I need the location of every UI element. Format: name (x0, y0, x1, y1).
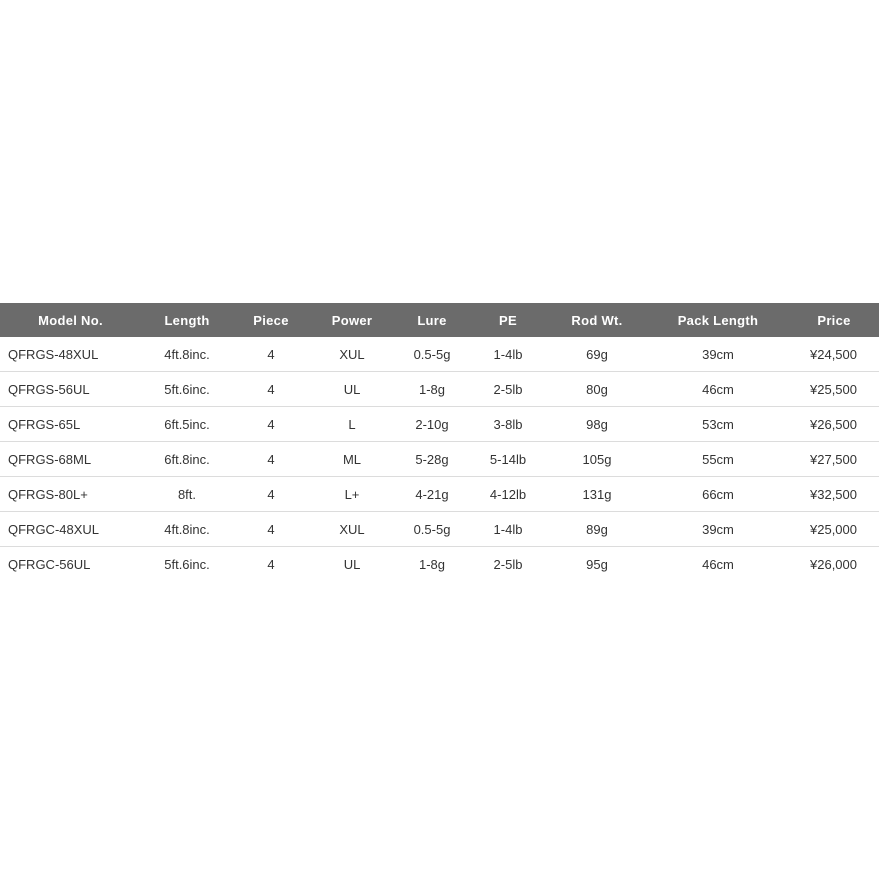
table-row (0, 442, 879, 477)
cell-length: 5ft.6inc. (141, 372, 233, 407)
cell-piece: 4 (233, 442, 309, 477)
cell-price: ¥26,500 (789, 407, 879, 442)
cell-price: ¥25,500 (789, 372, 879, 407)
cell-power: XUL (309, 337, 395, 372)
cell-lure: 1-8g (395, 547, 469, 582)
table-row (0, 477, 879, 512)
cell-price: ¥32,500 (789, 477, 879, 512)
cell-rod-weight: 95g (547, 547, 647, 582)
cell-pack-length: 39cm (647, 337, 789, 372)
cell-length: 4ft.8inc. (141, 512, 233, 547)
cell-rod-weight: 131g (547, 477, 647, 512)
header-pack-length: Pack Length (647, 303, 789, 337)
header-pe: PE (469, 303, 547, 337)
header-piece: Piece (233, 303, 309, 337)
cell-power: XUL (309, 512, 395, 547)
cell-piece: 4 (233, 337, 309, 372)
cell-pack-length: 46cm (647, 547, 789, 582)
cell-pe: 1-4lb (469, 512, 547, 547)
cell-piece: 4 (233, 512, 309, 547)
table-row (0, 372, 879, 407)
header-model: Model No. (0, 303, 141, 337)
cell-pack-length: 46cm (647, 372, 789, 407)
cell-piece: 4 (233, 407, 309, 442)
cell-rod-weight: 69g (547, 337, 647, 372)
cell-length: 6ft.8inc. (141, 442, 233, 477)
table-row (0, 407, 879, 442)
cell-pe: 2-5lb (469, 372, 547, 407)
cell-lure: 0.5-5g (395, 512, 469, 547)
cell-model: QFRGS-48XUL (0, 337, 141, 372)
cell-piece: 4 (233, 547, 309, 582)
cell-pack-length: 39cm (647, 512, 789, 547)
cell-pack-length: 55cm (647, 442, 789, 477)
header-price: Price (789, 303, 879, 337)
cell-pe: 3-8lb (469, 407, 547, 442)
cell-price: ¥27,500 (789, 442, 879, 477)
cell-length: 6ft.5inc. (141, 407, 233, 442)
header-length: Length (141, 303, 233, 337)
cell-model: QFRGC-56UL (0, 547, 141, 582)
cell-power: UL (309, 547, 395, 582)
cell-model: QFRGS-80L+ (0, 477, 141, 512)
cell-rod-weight: 89g (547, 512, 647, 547)
cell-length: 8ft. (141, 477, 233, 512)
table-row (0, 547, 879, 582)
cell-pe: 5-14lb (469, 442, 547, 477)
cell-power: ML (309, 442, 395, 477)
table-row (0, 337, 879, 372)
cell-lure: 4-21g (395, 477, 469, 512)
cell-lure: 2-10g (395, 407, 469, 442)
cell-power: UL (309, 372, 395, 407)
table-row (0, 512, 879, 547)
cell-model: QFRGS-56UL (0, 372, 141, 407)
cell-power: L+ (309, 477, 395, 512)
cell-pe: 1-4lb (469, 337, 547, 372)
cell-piece: 4 (233, 477, 309, 512)
cell-rod-weight: 98g (547, 407, 647, 442)
cell-lure: 5-28g (395, 442, 469, 477)
spec-table (0, 303, 879, 581)
cell-model: QFRGS-65L (0, 407, 141, 442)
cell-pack-length: 66cm (647, 477, 789, 512)
cell-length: 4ft.8inc. (141, 337, 233, 372)
header-power: Power (309, 303, 395, 337)
cell-length: 5ft.6inc. (141, 547, 233, 582)
cell-piece: 4 (233, 372, 309, 407)
cell-price: ¥24,500 (789, 337, 879, 372)
header-lure: Lure (395, 303, 469, 337)
cell-price: ¥26,000 (789, 547, 879, 582)
table-header-row (0, 303, 879, 337)
header-rod-weight: Rod Wt. (547, 303, 647, 337)
cell-pack-length: 53cm (647, 407, 789, 442)
cell-price: ¥25,000 (789, 512, 879, 547)
cell-rod-weight: 105g (547, 442, 647, 477)
cell-power: L (309, 407, 395, 442)
cell-lure: 0.5-5g (395, 337, 469, 372)
cell-rod-weight: 80g (547, 372, 647, 407)
cell-lure: 1-8g (395, 372, 469, 407)
cell-pe: 2-5lb (469, 547, 547, 582)
cell-pe: 4-12lb (469, 477, 547, 512)
cell-model: QFRGS-68ML (0, 442, 141, 477)
cell-model: QFRGC-48XUL (0, 512, 141, 547)
